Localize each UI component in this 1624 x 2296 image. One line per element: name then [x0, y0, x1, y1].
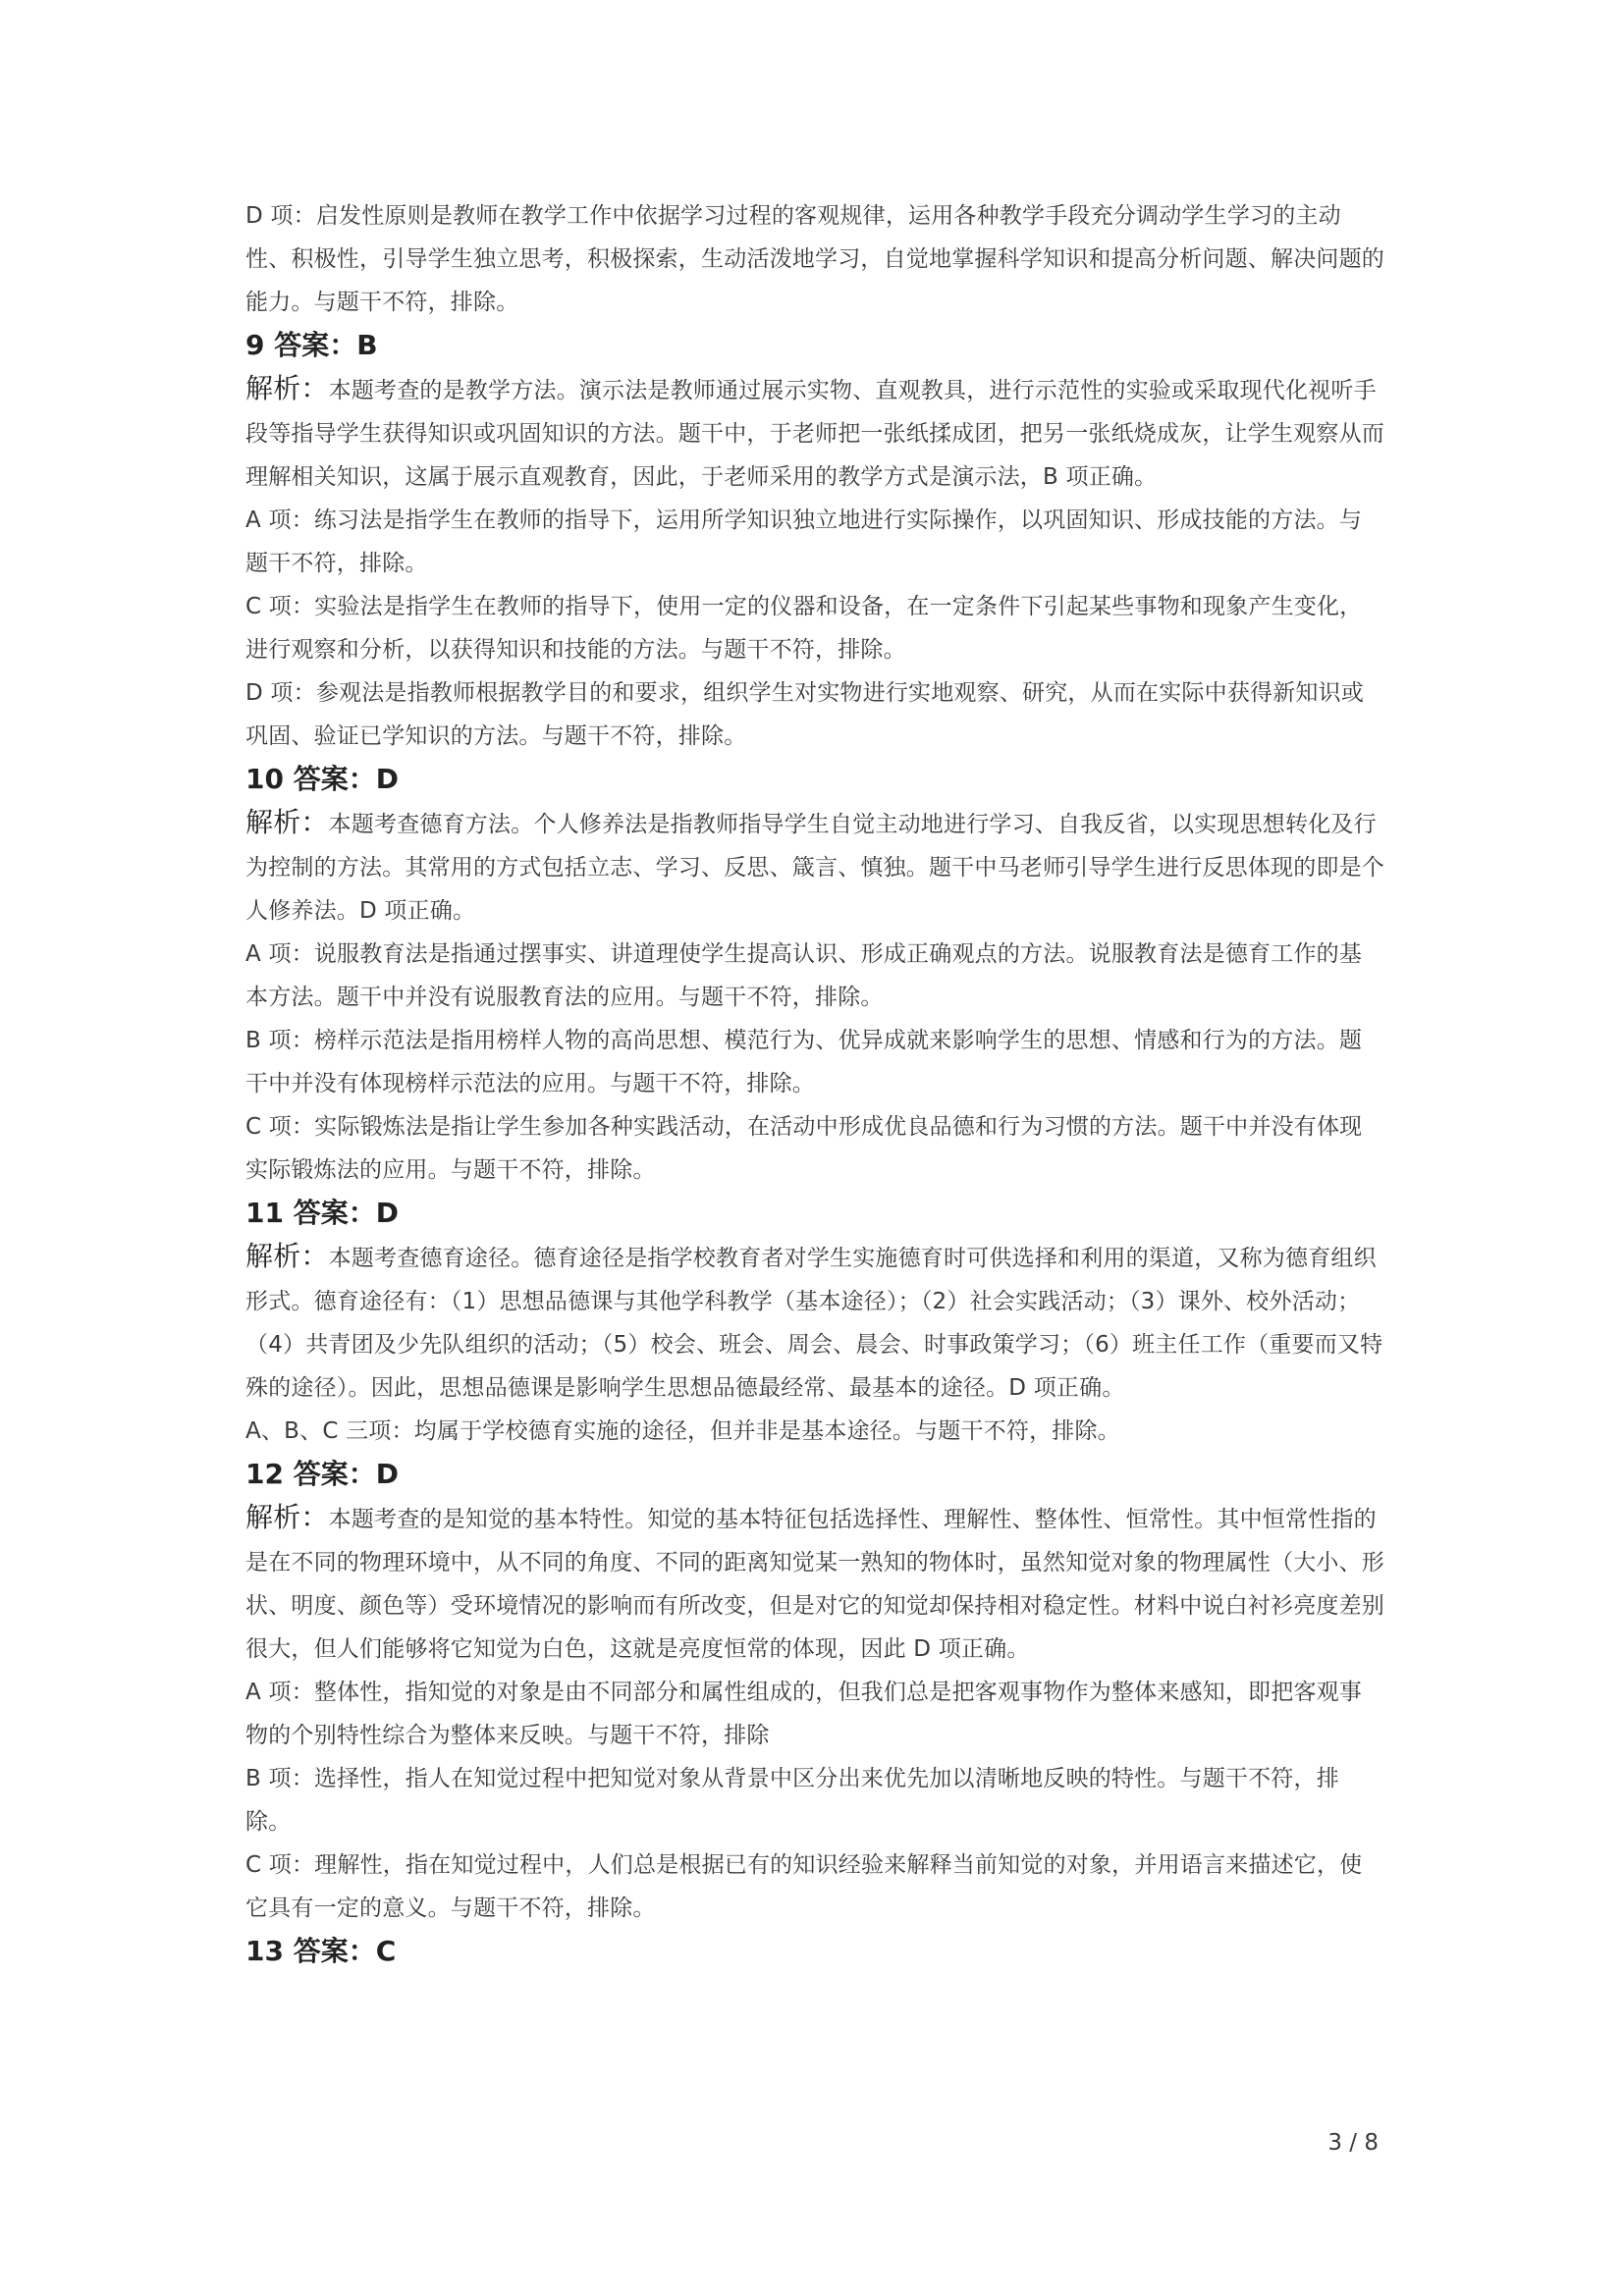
answer-explanations — [245, 194, 1384, 1973]
option-analysis-paragraph: B 项：选择性，指人在知觉过程中把知觉对象从背景中区分出来优先加以清晰地反映的特性。与题干不符，排除。 — [245, 1766, 1339, 1835]
option-analysis-paragraph: D 项：启发性原则是教师在教学工作中依据学习过程的客观规律，运用各种教学手段充分调动学生学习的主动性、积极性，引导学生独立思考，积极探索，生动活泼地学习，自觉地掌握科学知识和提高分析问题、解决问题的能力。与题干不符，排除。 — [245, 203, 1384, 315]
explanation-paragraph — [245, 367, 1384, 499]
option-analysis-paragraph: A 项：说服教育法是指通过摆事实、讲道理使学生提高认识、形成正确观点的方法。说服教育法是德育工作的基本方法。题干中并没有说服教育法的应用。与题干不符，排除。 — [245, 941, 1363, 1010]
explanation-label: 解析： — [245, 806, 329, 838]
explanation-text: 本题考查的是教学方法。演示法是教师通过展示实物、直观教具，进行示范性的实验或采取现代化视听手段等指导学生获得知识或巩固知识的方法。题干中，于老师把一张纸揉成团，把另一张纸烧成灰，让学生观察从而理解相关知识，这属于展示直观教育，因此，于老师采用的教学方式是演示法，B 项正确。 — [245, 378, 1384, 490]
option-analysis-paragraph: D 项：参观法是指教师根据教学目的和要求，组织学生对实物进行实地观察、研究，从而在实际中获得新知识或巩固、验证已学知识的方法。与题干不符，排除。 — [245, 680, 1365, 749]
explanation-paragraph — [245, 1496, 1384, 1671]
option-analysis-paragraph: C 项：实际锻炼法是指让学生参加各种实践活动，在活动中形成优良品德和行为习惯的方法。题干中并没有体现实际锻炼法的应用。与题干不符，排除。 — [245, 1114, 1363, 1183]
option-analysis-paragraph: A 项：练习法是指学生在教师的指导下，运用所学知识独立地进行实际操作，以巩固知识、形成技能的方法。与题干不符，排除。 — [245, 507, 1363, 576]
option-analysis-paragraph: C 项：实验法是指学生在教师的指导下，使用一定的仪器和设备，在一定条件下引起某些事物和现象产生变化，进行观察和分析，以获得知识和技能的方法。与题干不符，排除。 — [245, 594, 1363, 663]
option-analysis-paragraph: B 项：榜样示范法是指用榜样人物的高尚思想、模范行为、优异成就来影响学生的思想、情感和行为的方法。题干中并没有体现榜样示范法的应用。与题干不符，排除。 — [245, 1028, 1363, 1096]
explanation-text: 本题考查德育途径。德育途径是指学校教育者对学生实施德育时可供选择和利用的渠道，又称为德育组织形式。德育途径有：（1）思想品德课与其他学科教学（基本途径）；（2）社会实践活动；（3）课外、校外活动；（4）共青团及少先队组织的活动；（5）校会、班会、周会、晨会、时事政策学习；（6）班主任工作（重要而又特殊的途径）。因此，思想品德课是影响学生思想品德最经常、最基本的途径。D 项正确。 — [245, 1246, 1383, 1401]
answer-heading: 12 答案：D — [245, 1458, 399, 1490]
explanation-text: 本题考查的是知觉的基本特性。知觉的基本特征包括选择性、理解性、整体性、恒常性。其中恒常性指的是在不同的物理环境中，从不同的角度、不同的距离知觉某一熟知的物体时，虽然知觉对象的物理属性（大小、形状、明度、颜色等）受环境情况的影响而有所改变，但是对它的知觉却保持相对稳定性。材料中说白衬衫亮度差别很大，但人们能够将它知觉为白色，这就是亮度恒常的体现，因此 D 项正确。 — [245, 1507, 1384, 1662]
option-analysis-paragraph: A、B、C 三项：均属于学校德育实施的途径，但并非是基本途径。与题干不符，排除。 — [245, 1418, 1120, 1444]
answer-heading: 10 答案：D — [245, 763, 399, 795]
option-analysis-paragraph: A 项：整体性，指知觉的对象是由不同部分和属性组成的，但我们总是把客观事物作为整体来感知，即把客观事物的个别特性综合为整体来反映。与题干不符，排除 — [245, 1680, 1363, 1748]
explanation-paragraph — [245, 801, 1384, 933]
answer-heading: 13 答案：C — [245, 1935, 397, 1967]
explanation-paragraph — [245, 1235, 1384, 1410]
answer-heading: 9 答案：B — [245, 329, 378, 361]
option-analysis-paragraph: C 项：理解性，指在知觉过程中，人们总是根据已有的知识经验来解释当前知觉的对象，并用语言来描述它，使它具有一定的意义。与题干不符，排除。 — [245, 1852, 1363, 1921]
explanation-text: 本题考查德育方法。个人修养法是指教师指导学生自觉主动地进行学习、自我反省，以实现思想转化及行为控制的方法。其常用的方式包括立志、学习、反思、箴言、慎独。题干中马老师引导学生进行反思体现的即是个人修养法。D 项正确。 — [245, 812, 1384, 924]
answer-heading: 11 答案：D — [245, 1197, 399, 1229]
explanation-label: 解析： — [245, 1240, 329, 1272]
explanation-label: 解析： — [245, 1501, 329, 1533]
explanation-label: 解析： — [245, 372, 329, 404]
page-number: 3 / 8 — [1327, 2130, 1379, 2156]
